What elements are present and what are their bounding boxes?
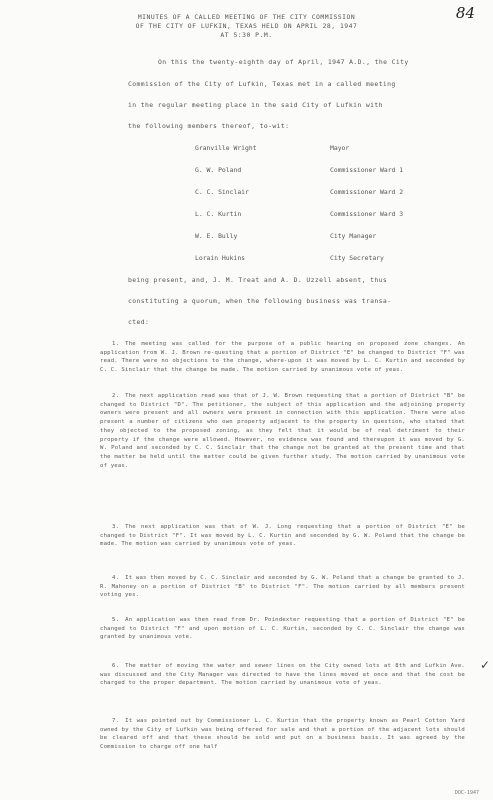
paragraph-text: An application was then read from Dr. Poindexter requesting that a portion of District "E" be changed to District "F" and upon motion of L. C. Kurtin, seconded by C. C. Sinclair the change was granted by unanimous vote.: [100, 617, 465, 641]
roll-title: Commissioner Ward 3: [330, 210, 404, 218]
roll-name: G. W. Poland: [195, 166, 242, 174]
intro-line: On this the twenty-eighth day of April, 1947 A.D., the City: [158, 58, 409, 66]
roll-title: Commissioner Ward 2: [330, 188, 404, 196]
header-line-1: MINUTES OF A CALLED MEETING OF THE CITY COMMISSION: [137, 13, 356, 21]
minutes-paragraph: [100, 340, 465, 375]
minutes-paragraph: [100, 392, 465, 470]
paragraph-number: 4.: [112, 575, 120, 581]
paragraph-number: 5.: [112, 617, 120, 623]
paragraph-text: The next application read was that of J. W. Brown requesting that a portion of District "B" be changed to District "D". The petitioner, the subject of this application and the adjoining property owners were present and all owners were present in connection with this application. There were also present a number of citizens who own property adjacent to the property in question, who stated that they objected to the proposed zoning, as they felt that it would be of real detriment to their property if the change were allowed. However, no evidence was found and thereupon it was moved by G. W. Poland and seconded by C. C. Sinclair that the change not be granted at the present time and that the matter be held until the matter could be given further study. The motion carried by unanimous vote of yeas.: [100, 393, 465, 469]
paragraph-text: It was then moved by C. C. Sinclair and seconded by G. W. Poland that a change be granted to J. R. Mahoney on a portion of District "B" to District "F". The motion carried by all members present voting yes.: [100, 575, 465, 599]
roll-title: City Manager: [330, 232, 377, 240]
paragraph-text: The next application was that of W. J. Long requesting that a portion of District "E" be changed to District "F". It was moved by L. C. Kurtin and seconded by G. W. Poland that the change be made. The motion was carried by unanimous vote of yeas.: [100, 524, 465, 548]
absent-line: cted:: [128, 318, 150, 326]
paragraph-text: The meeting was called for the purpose of a public hearing on proposed zone changes. An application from W. J. Brown re-questing that a portion of District "E" be changed to District "F" was read. There were no objections to the change, where-upon it was moved by L. C. Kurtin and seconded by C. C. Sinclair that the change be made. The motion carried by unanimous vote of yeas.: [100, 341, 465, 374]
roll-name: C. C. Sinclair: [195, 188, 249, 196]
minutes-paragraph: [100, 717, 465, 752]
absent-line: being present, and, J. M. Treat and A. D. Uzzell absent, thus: [128, 276, 388, 284]
paragraph-number: 1.: [112, 341, 120, 347]
paragraph-number: 6.: [112, 663, 120, 669]
intro-line: the following members thereof, to-wit:: [128, 122, 290, 130]
paragraph-text: The matter of moving the water and sewer lines on the City owned lots at 8th and Lufkin Ave. was discussed and the City Manager was directed to have the lines moved at once and that the cost be charged to the proper department. The motion carried by unanimous vote of yeas.: [100, 663, 465, 687]
footer-stamp: DOC-1947: [454, 790, 479, 796]
roll-title: Mayor: [330, 144, 350, 152]
paragraph-number: 7.: [112, 718, 120, 724]
roll-title: Commissioner Ward 1: [330, 166, 404, 174]
intro-line: in the regular meeting place in the said City of Lufkin with: [128, 101, 383, 109]
absent-line: constituting a quorum, when the following business was transa-: [128, 297, 392, 305]
minutes-paragraph: [100, 574, 465, 600]
roll-name: Granville Wright: [195, 144, 257, 152]
paragraph-text: It was pointed out by Commissioner L. C. Kurtin that the property known as Pearl Cotton Yard owned by the City of Lufkin was being offered for sale and that a portion of the adjacent lots should be cleared off and that these should be sold and put on a business basis. It was agreed by the Commission to charge off one half: [100, 718, 465, 751]
roll-name: W. E. Bully: [195, 232, 238, 240]
intro-line: Commission of the City of Lufkin, Texas met in a called meeting: [128, 80, 396, 88]
roll-name: Lorain Hukins: [195, 254, 246, 262]
minutes-paragraph: [100, 616, 465, 642]
minutes-paragraph: [100, 662, 465, 688]
paragraph-number: 2.: [112, 393, 120, 399]
roll-name: L. C. Kurtin: [195, 210, 242, 218]
page-number: 84: [455, 4, 475, 22]
header-line-3: AT 5:30 P.M.: [220, 31, 273, 39]
minutes-paragraph: [100, 523, 465, 549]
margin-check-mark: ✓: [480, 658, 491, 672]
roll-title: City Secretary: [330, 254, 384, 262]
paragraph-number: 3.: [112, 524, 120, 530]
header-line-2: OF THE CITY OF LUFKIN, TEXAS HELD ON APRIL 28, 1947: [135, 22, 358, 30]
